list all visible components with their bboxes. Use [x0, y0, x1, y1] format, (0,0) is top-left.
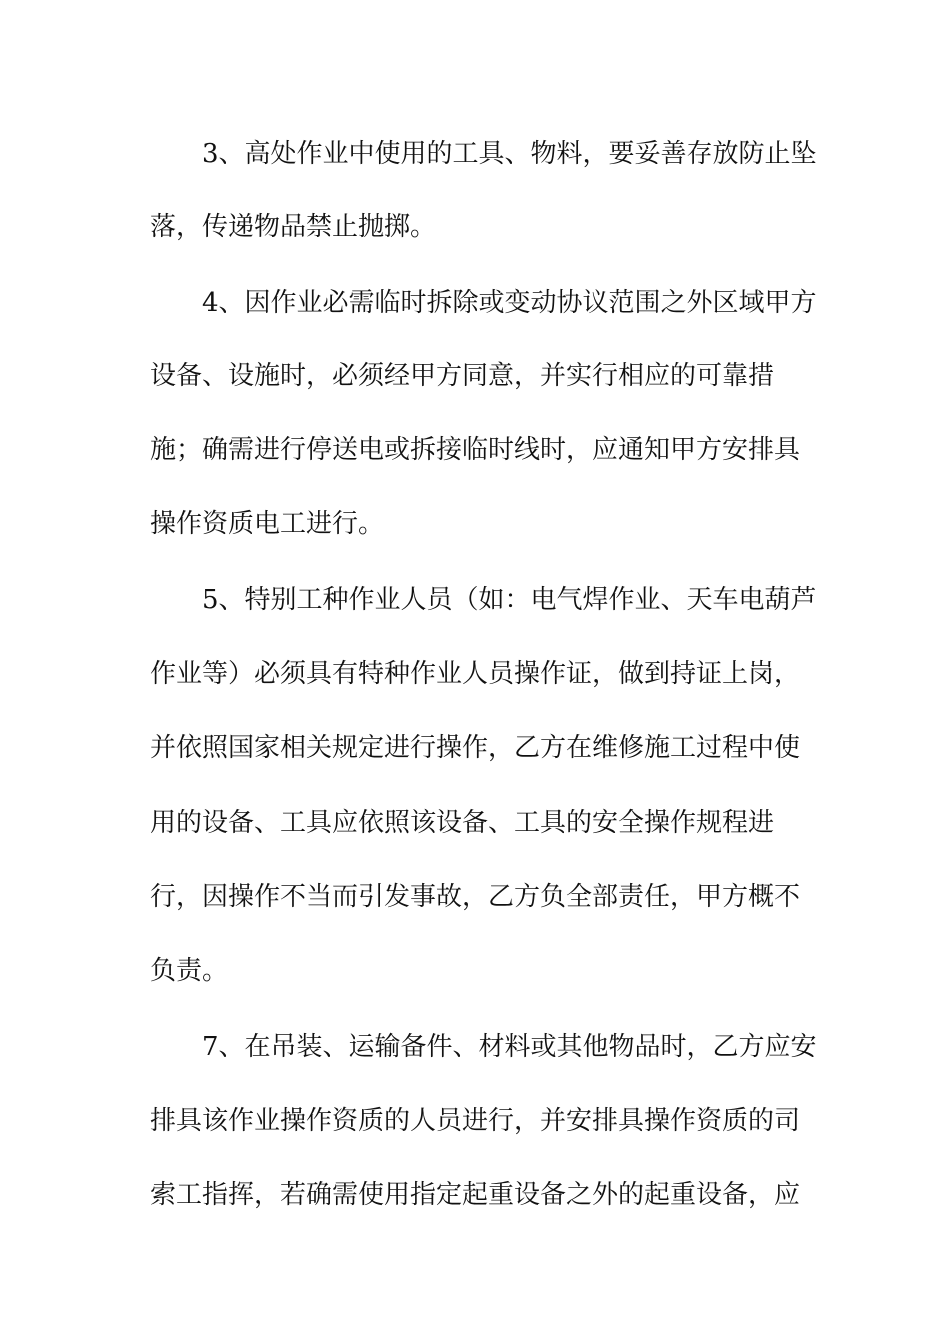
paragraph-7-line-2: 排具该作业操作资质的人员进行，并安排具操作资质的司 [150, 1106, 801, 1136]
paragraph-5-line-5: 行，因操作不当而引发事故，乙方负全部责任，甲方概不 [150, 882, 801, 912]
paragraph-5-line-6: 负责。 [150, 956, 229, 986]
paragraph-5-line-1: 5、特别工种作业人员（如：电气焊作业、天车电葫芦 [202, 585, 817, 615]
paragraph-5-line-3: 并依照国家相关规定进行操作，乙方在维修施工过程中使 [150, 733, 801, 763]
paragraph-7-line-3: 索工指挥，若确需使用指定起重设备之外的起重设备，应 [150, 1180, 801, 1210]
paragraph-4-line-3: 施；确需进行停送电或拆接临时线时，应通知甲方安排具 [150, 435, 801, 465]
paragraph-4-line-1: 4、因作业必需临时拆除或变动协议范围之外区域甲方 [202, 288, 817, 318]
paragraph-3-line-1: 3、高处作业中使用的工具、物料，要妥善存放防止坠 [202, 139, 817, 169]
paragraph-5-line-2: 作业等）必须具有特种作业人员操作证，做到持证上岗， [150, 659, 801, 689]
paragraph-4-line-2: 设备、设施时，必须经甲方同意，并实行相应的可靠措 [150, 361, 775, 391]
paragraph-3-line-2: 落，传递物品禁止抛掷。 [150, 212, 437, 242]
paragraph-5-line-4: 用的设备、工具应依照该设备、工具的安全操作规程进 [150, 808, 775, 838]
paragraph-7-line-1: 7、在吊装、运输备件、材料或其他物品时，乙方应安 [202, 1032, 817, 1062]
paragraph-4-line-4: 操作资质电工进行。 [150, 509, 385, 539]
